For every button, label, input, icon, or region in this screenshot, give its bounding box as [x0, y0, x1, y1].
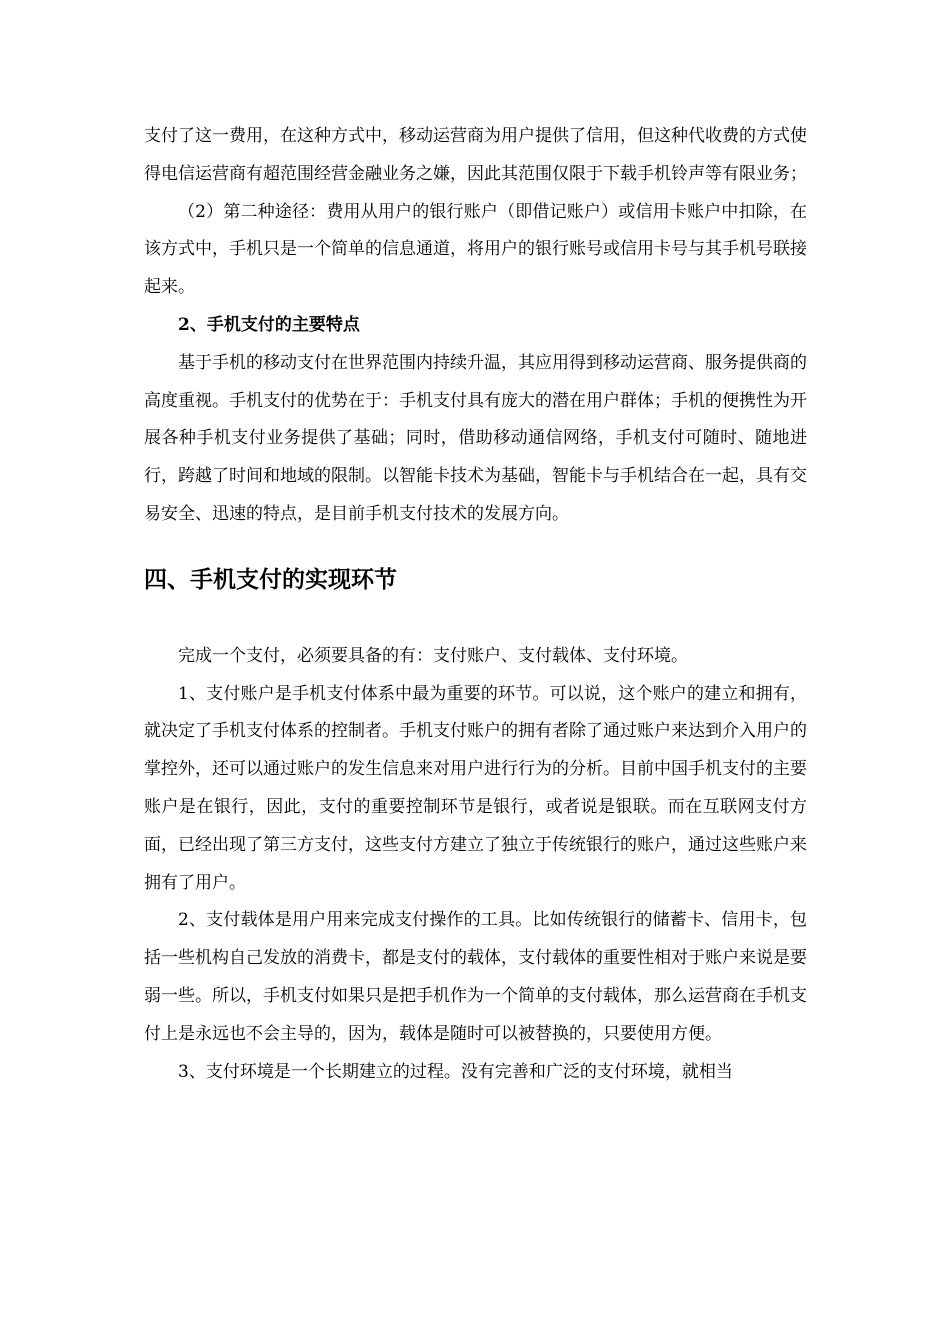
document-page — [144, 118, 807, 1091]
body-paragraph: 3、支付环境是一个长期建立的过程。没有完善和广泛的支付环境，就相当 — [178, 1061, 733, 1082]
body-paragraph: 完成一个支付，必须要具备的有：支付账户、支付载体、支付环境。 — [178, 645, 688, 666]
body-paragraph: 基于手机的移动支付在世界范围内持续升温，其应用得到移动运营商、服务提供商的高度重视。手机支付的优势在于：手机支付具有庞大的潜在用户群体；手机的便携性为开展各种手机支付业务提供了基础；同时，借助移动通信网络，手机支付可随时、随地进行，跨越了时间和地域的限制。以智能卡技术为基础，智能卡与手机结合在一起，具有交易安全、迅速的特点，是目前手机支付技术的发展方向。 — [144, 352, 807, 524]
body-paragraph: （2）第二种途径：费用从用户的银行账户（即借记账户）或信用卡账户中扣除，在该方式中，手机只是一个简单的信息通道，将用户的银行账号或信用卡号与其手机号联接起来。 — [144, 201, 807, 298]
spacer — [144, 534, 807, 560]
section-title: 四、手机支付的实现环节 — [144, 565, 397, 593]
body-paragraph: 2、支付载体是用户用来完成支付操作的工具。比如传统银行的储蓄卡、信用卡，包括一些机构自己发放的消费卡，都是支付的载体，支付载体的重要性相对于账户来说是要弱一些。所以，手机支付如果只是把手机作为一个简单的支付载体，那么运营商在手机支付上是永远也不会主导的，因为，载体是随时可以被替换的，只要使用方便。 — [144, 910, 807, 1044]
body-paragraph: 1、支付账户是手机支付体系中最为重要的环节。可以说，这个账户的建立和拥有，就决定了手机支付体系的控制者。手机支付账户的拥有者除了通过账户来达到介入用户的掌控外，还可以通过账户的发生信息来对用户进行行为的分析。目前中国手机支付的主要账户是在银行，因此，支付的重要控制环节是银行，或者说是银联。而在互联网支付方面，已经出现了第三方支付，这些支付方建立了独立于传统银行的账户，通过这些账户来拥有了用户。 — [144, 683, 807, 893]
spacer — [144, 600, 807, 638]
body-paragraph: 支付了这一费用，在这种方式中，移动运营商为用户提供了信用，但这种代收费的方式使得电信运营商有超范围经营金融业务之嫌，因此其范围仅限于下载手机铃声等有限业务； — [144, 126, 807, 184]
subsection-heading: 2、手机支付的主要特点 — [178, 314, 360, 335]
